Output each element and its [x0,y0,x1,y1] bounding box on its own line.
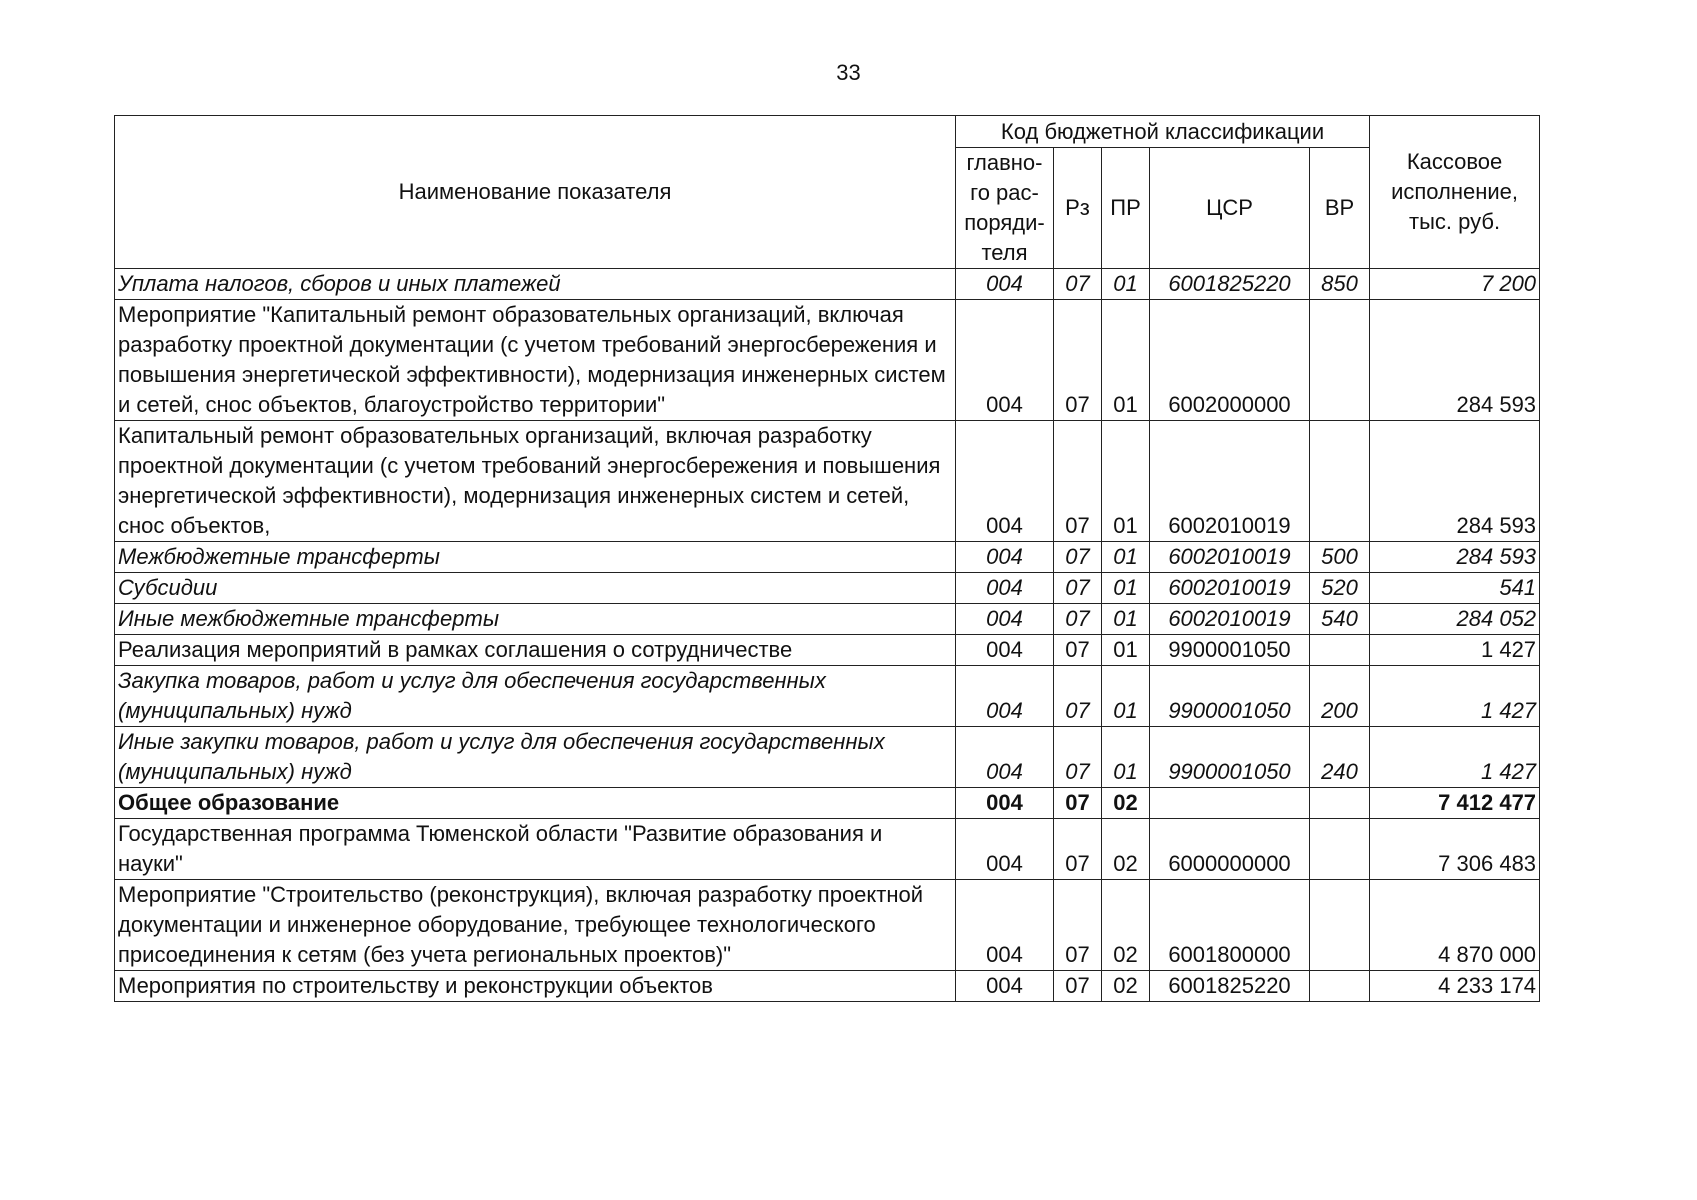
cell-csr: 6001825220 [1150,971,1310,1002]
cell-amount: 7 306 483 [1370,819,1540,880]
cell-name: Капитальный ремонт образовательных организаций, включая разработку проектной документации (с учетом требований энергосбережения и повышения энергетической эффективности), модернизация инженерных систем и сетей, снос объектов, [115,421,956,542]
cell-gr: 004 [956,788,1054,819]
table-row [115,300,1540,421]
page-number: 33 [836,60,861,85]
cell-vr [1310,788,1370,819]
cell-pr: 01 [1102,604,1150,635]
cell-rz: 07 [1054,573,1102,604]
cell-amount: 4 233 174 [1370,971,1540,1002]
cell-csr: 9900001050 [1150,666,1310,727]
cell-rz: 07 [1054,635,1102,666]
table-row [115,421,1540,542]
table-row [115,880,1540,971]
cell-rz: 07 [1054,819,1102,880]
cell-vr [1310,819,1370,880]
cell-pr: 01 [1102,666,1150,727]
cell-gr: 004 [956,573,1054,604]
cell-name: Межбюджетные трансферты [115,542,956,573]
cell-vr: 540 [1310,604,1370,635]
cell-pr: 01 [1102,573,1150,604]
cell-vr: 500 [1310,542,1370,573]
table-row [115,542,1540,573]
cell-csr: 6002000000 [1150,300,1310,421]
cell-name: Мероприятия по строительству и реконструкции объектов [115,971,956,1002]
cell-amount: 1 427 [1370,666,1540,727]
cell-rz: 07 [1054,666,1102,727]
cell-name: Реализация мероприятий в рамках соглашения о сотрудничестве [115,635,956,666]
cell-pr: 01 [1102,542,1150,573]
cell-pr: 01 [1102,300,1150,421]
cell-rz: 07 [1054,880,1102,971]
cell-pr: 02 [1102,880,1150,971]
cell-gr: 004 [956,635,1054,666]
cell-csr: 6000000000 [1150,819,1310,880]
cell-vr [1310,880,1370,971]
header-gr: главно-го рас-поряди-теля [956,148,1054,269]
cell-pr: 01 [1102,421,1150,542]
cell-name: Иные межбюджетные трансферты [115,604,956,635]
cell-pr: 01 [1102,727,1150,788]
cell-name: Иные закупки товаров, работ и услуг для обеспечения государственных (муниципальных) нужд [115,727,956,788]
cell-rz: 07 [1054,604,1102,635]
cell-gr: 004 [956,604,1054,635]
cell-csr: 9900001050 [1150,727,1310,788]
header-csr: ЦСР [1150,148,1310,269]
table-row [115,269,1540,300]
cell-name: Государственная программа Тюменской области "Развитие образования и науки" [115,819,956,880]
cell-vr [1310,421,1370,542]
cell-gr: 004 [956,727,1054,788]
cell-csr: 9900001050 [1150,635,1310,666]
cell-csr: 6001825220 [1150,269,1310,300]
cell-name: Общее образование [115,788,956,819]
cell-amount: 1 427 [1370,635,1540,666]
cell-rz: 07 [1054,971,1102,1002]
cell-csr: 6001800000 [1150,880,1310,971]
header-pr: ПР [1102,148,1150,269]
cell-amount: 4 870 000 [1370,880,1540,971]
cell-amount: 284 593 [1370,421,1540,542]
cell-rz: 07 [1054,542,1102,573]
cell-gr: 004 [956,269,1054,300]
table-row [115,788,1540,819]
cell-name: Уплата налогов, сборов и иных платежей [115,269,956,300]
cell-amount: 7 200 [1370,269,1540,300]
cell-amount: 284 593 [1370,542,1540,573]
cell-amount: 284 052 [1370,604,1540,635]
table-row [115,727,1540,788]
table-row [115,604,1540,635]
cell-gr: 004 [956,421,1054,542]
cell-rz: 07 [1054,727,1102,788]
cell-csr [1150,788,1310,819]
table-body [115,269,1540,1002]
cell-pr: 01 [1102,269,1150,300]
cell-name: Закупка товаров, работ и услуг для обеспечения государственных (муниципальных) нужд [115,666,956,727]
cell-amount: 1 427 [1370,727,1540,788]
cell-csr: 6002010019 [1150,542,1310,573]
cell-pr: 02 [1102,788,1150,819]
cell-vr: 240 [1310,727,1370,788]
cell-name: Мероприятие "Капитальный ремонт образовательных организаций, включая разработку проектной документации (с учетом требований энергосбережения и повышения энергетической эффективности), модернизация инженерных систем и сетей, снос объектов, благоустройство территории" [115,300,956,421]
cell-rz: 07 [1054,269,1102,300]
budget-execution-table [114,115,1540,1002]
header-rz: Рз [1054,148,1102,269]
cell-vr: 520 [1310,573,1370,604]
cell-amount: 7 412 477 [1370,788,1540,819]
cell-gr: 004 [956,971,1054,1002]
table-row [115,971,1540,1002]
cell-rz: 07 [1054,421,1102,542]
cell-vr [1310,300,1370,421]
cell-csr: 6002010019 [1150,573,1310,604]
header-row-top [115,116,1540,148]
cell-gr: 004 [956,666,1054,727]
header-code-group: Код бюджетной классификации [956,116,1370,148]
cell-vr: 200 [1310,666,1370,727]
cell-vr: 850 [1310,269,1370,300]
cell-vr [1310,971,1370,1002]
header-amount: Кассовое исполнение, тыс. руб. [1370,116,1540,269]
cell-gr: 004 [956,880,1054,971]
table-row [115,635,1540,666]
cell-gr: 004 [956,300,1054,421]
cell-csr: 6002010019 [1150,421,1310,542]
cell-vr [1310,635,1370,666]
cell-gr: 004 [956,819,1054,880]
cell-rz: 07 [1054,788,1102,819]
cell-csr: 6002010019 [1150,604,1310,635]
cell-amount: 541 [1370,573,1540,604]
table-row [115,819,1540,880]
header-vr: ВР [1310,148,1370,269]
cell-pr: 02 [1102,971,1150,1002]
cell-pr: 01 [1102,635,1150,666]
cell-rz: 07 [1054,300,1102,421]
cell-pr: 02 [1102,819,1150,880]
cell-name: Мероприятие "Строительство (реконструкция), включая разработку проектной документации и инженерное оборудование, требующее технологического присоединения к сетям (без учета региональных проектов)" [115,880,956,971]
header-name: Наименование показателя [115,116,956,269]
table-row [115,573,1540,604]
cell-name: Субсидии [115,573,956,604]
cell-gr: 004 [956,542,1054,573]
table-row [115,666,1540,727]
cell-amount: 284 593 [1370,300,1540,421]
